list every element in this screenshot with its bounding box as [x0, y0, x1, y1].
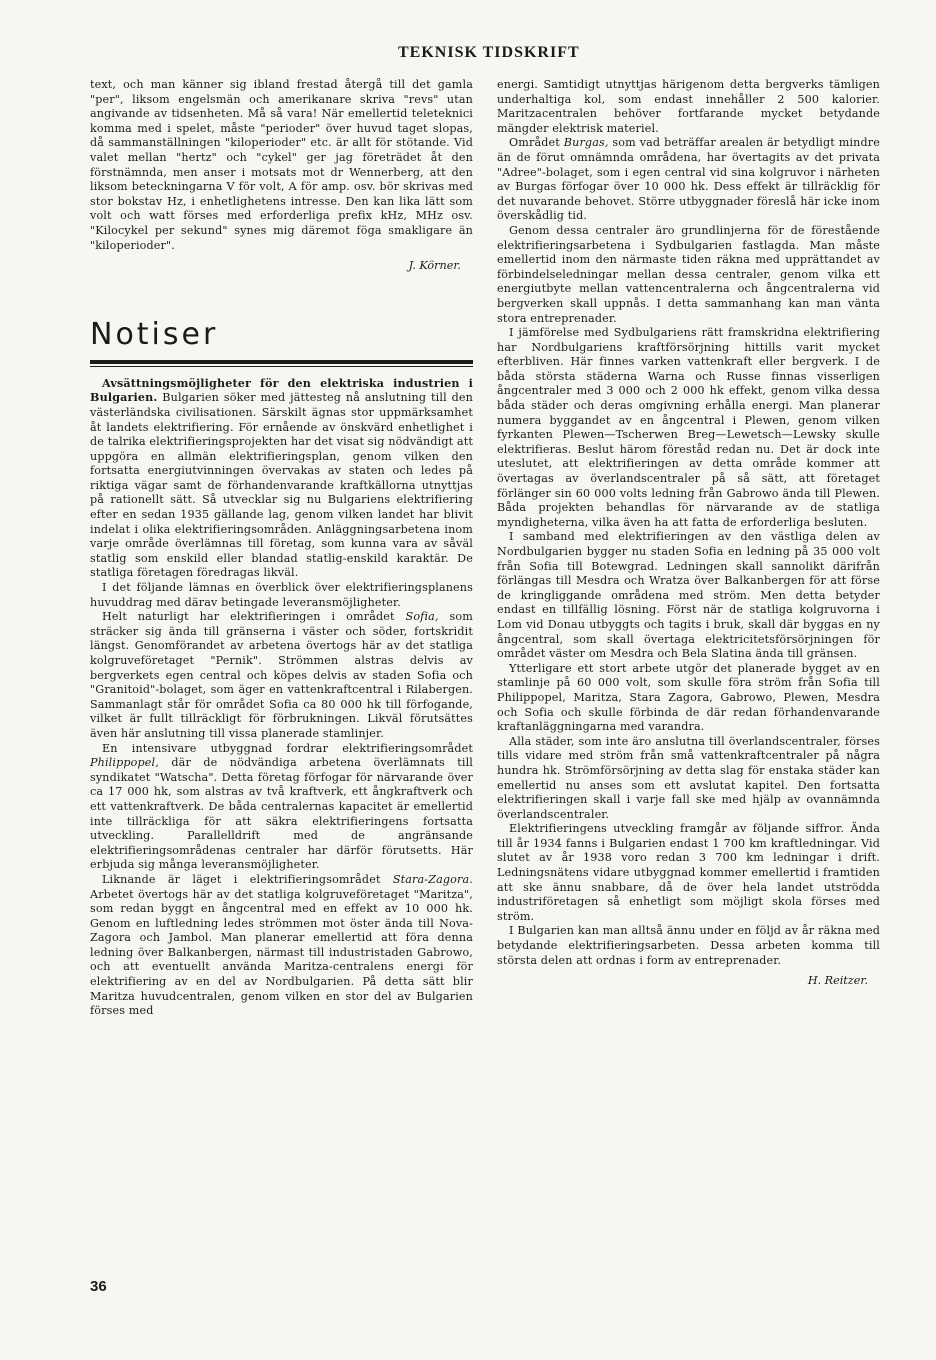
article-paragraph: I Bulgarien kan man alltså ännu under en följd av år räkna med betydande elektrifieringsarbeten. Dessa arbeten komma till största delen att ordnas i form av entreprenader. — [497, 924, 880, 967]
region-name: Philippopel, — [90, 756, 159, 770]
article-paragraph: I samband med elektrifieringen av den västliga delen av Nordbulgarien bygger nu staden Sofia en ledning på 35 000 volt från Sofia till Botewgrad. Ledningen skall sannolikt därifrån förlängas till Mesdra och Wratza över Balkanbergen för att förse de kringliggande områdena med ström. Men detta betyder endast en tillfällig lösning. Först när de statliga kolgruvorna i Lom vid Donau utbyggts och tagits i bruk, skall där byggas en ny ångcentral, som skall övertaga elektricitetsförsörjningen för området väster om Mesdra och Bela Slatina ända till gränsen. — [497, 530, 880, 661]
region-name: Sofia, — [405, 610, 439, 624]
section-rule-thin — [90, 366, 473, 367]
article-signature: H. Reitzer. — [807, 974, 868, 988]
section-rule-thick — [90, 360, 473, 364]
article-paragraph — [497, 136, 880, 224]
article-paragraph: Genom dessa centraler äro grundlinjerna för de förestående elektrifieringsarbetena i Sydbulgarien fastlagda. Man måste emellertid inom den närmaste tiden räkna med upprättandet av förbindelseledningar mellan dessa centraler, genom vilka ett energiutbyte mellan vattencentralerna och ångcentralerna vid bergverken skall uppnås. I detta sammanhang kan man vänta stora entreprenader. — [497, 223, 880, 325]
article-paragraph-text: Bulgarien söker med jättesteg nå anslutning till den västerländska civilisationen. Särskilt ägnas stor uppmärksamhet åt landets elektrifiering. För ernående av önskvärd enhetlighet i de talrika elektrifieringsprojekten har det visat sig nödvändigt att uppgöra en allmän elektrifieringsplan, genom vilken den fortsatta energiutvinningen övervakas av staten och ledes på riktiga vägar samt de förhandenvarande kraftkällorna utnyttjas på rationellt sätt. Så utvecklar sig nu Bulgariens elektrifiering efter en sedan 1935 gällande lag, genom vilken landet har blivit indelat i olika elektrifieringsområden. Anläggningsarbetena inom varje område överlämnas till företag, som kunna vara av såväl statlig som enskild eller blandad statlig-enskild karaktär. De statliga företagen föredragas likväl. — [90, 391, 473, 580]
text-run: som vad beträffar arealen är betydligt mindre än de förut omnämnda områdena, har övertagits av det privata "Adree"-bolaget, som i egen central vid sina kolgruvor i närheten av Burgas förfogar över 10 000 hk. Dess effekt är tillräcklig för det nuvarande behovet. Större utbyggnader föreslå här icke inom överskådlig tid. — [497, 136, 881, 223]
article-paragraph — [90, 873, 473, 1019]
text-run: Liknande är läget i elektrifieringsområdet — [102, 872, 393, 886]
right-column — [497, 78, 880, 989]
article-paragraph — [90, 610, 473, 741]
left-column — [90, 78, 473, 1019]
region-name: Stara-Zagora. — [392, 872, 473, 886]
article-paragraph — [90, 742, 473, 873]
article-paragraph: Alla städer, som inte äro anslutna till överlandscentraler, förses tills vidare med ström från små vattenkraftcentraler på några hundra hk. Strömförsörjning av detta slag för enstaka städer kan emellertid nu anses som ett avslutat kapitel. Den fortsatta elektrifieringen skall i varje fall ske med hjälp av ovannämnda överlandscentraler. — [497, 734, 880, 821]
article-headline: Avsättningsmöjligheter för den elektriska industrien i Bulgarien. — [90, 376, 473, 405]
region-name: Burgas, — [563, 136, 609, 150]
article-paragraph — [90, 377, 473, 581]
article-paragraph: Elektrifieringens utveckling framgår av följande siffror. Ända till år 1934 fanns i Bulgarien endast 1 700 km kraftledningar. Vid slutet av år 1938 voro redan 3 700 km ledningar i drift. Ledningsnätens vidare utbyggnad kommer emellertid i framtiden att ske ännu snabbare, då de över hela landet utströdda industriföretagen så enhetligt som möjligt skola förses med ström. — [497, 822, 880, 923]
text-run: Arbetet övertogs här av det statliga kolgruveföretaget "Maritza", som redan byggt en ångcentral med en effekt av 10 000 hk. Genom en luftledning ledes strömmen mot öster ända till Nova-Zagora och Jambol. Man planerar emellertid att föra denna ledning över Balkanbergen, närmast till industristaden Gabrowo, och att eventuellt använda Maritza-centralens energi för elektrifiering av en del av Nordbulgarien. På detta sätt blir Maritza huvudcentralen, genom vilken en stor del av Bulgarien förses med — [90, 887, 473, 1018]
page-number: 36 — [90, 1278, 107, 1295]
section-title: Notiser — [90, 316, 219, 352]
article-paragraph: Ytterligare ett stort arbete utgör det planerade bygget av en stamlinje på 60 000 volt, som skulle föra ström från Sofia till Philippopel, Maritza, Stara Zagora, Gabrowo, Plewen, Mesdra och Sofia och skulle förbinda de där redan förhandenvarande kraftanläggningarna med varandra. — [497, 661, 880, 734]
text-run: Området — [509, 136, 564, 150]
journal-masthead: TEKNISK TIDSKRIFT — [398, 44, 580, 61]
text-run: där de nödvändiga arbetena överlämnats till syndikatet "Watscha". Detta företag förfogar för närvarande över ca 17 000 hk, som alstras av två kraftverk, ett ångkraftverk och ett vattenkraftverk. De båda centralernas kapacitet är emellertid inte tillräckliga för att säkra elektrifieringens fortsatta utveckling. Parallelldrift med de angränsande elektrifieringsområdenas centraler har därför förutsetts. Här erbjuda sig många leveransmöjligheter. — [90, 756, 473, 872]
text-run: som sträcker sig ända till gränserna i väster och söder, fortskridit längst. Genomförandet av arbetena övertogs här av det statliga kolgruveföretaget "Pernik". Strömmen alstras delvis av bergverkets egen central och köpes delvis av staden Sofia och "Granitoid"-bolaget, som äger en vattenkraftcentral i Rilabergen. Sammanlagt står för området Sofia ca 80 000 hk till förfogande, vilket är fullt tillräckligt för förbrukningen. Likväl förutsättes även här anslutning till vissa planerade stamlinjer. — [90, 610, 473, 740]
article-paragraph: energi. Samtidigt utnyttjas härigenom detta bergverks tämligen underhaltiga kol, som endast innehåller 2 500 kalorier. Maritzacentralen behöver fortfarande mycket betydande mängder elektrisk materiel. — [497, 78, 880, 135]
text-run: En intensivare utbyggnad fordrar elektrifieringsområdet — [102, 741, 473, 755]
letter-text: text, och man känner sig ibland frestad återgå till det gamla "per", liksom engelsmän och amerikanare skriva "revs" utan angivande av tidsenheten. Må så vara! När emellertid teleteknici komma med i spelet, måste "perioder" över huvud taget slopas, då sammanställningen "kiloperioder" etc. är allt för stötande. Vid valet mellan "hertz" och "cykel" ger jag företrädet åt den förstnämnda, men anser i motsats mot dr Wennerberg, att den liksom beteckningarna V för volt, A för amp. osv. bör skrivas med stor bokstav Hz, i enhetlighetens intresse. Den kan lika lätt som volt och watt förses med erforderliga prefix kHz, MHz osv. "Kilocykel per sekund" synes mig däremot föga smakligare än "kiloperioder". — [90, 78, 473, 252]
article-paragraph: I det följande lämnas en överblick över elektrifieringsplanens huvuddrag med därav betingade leveransmöjligheter. — [90, 581, 473, 609]
letter-signature: J. Körner. — [408, 259, 461, 273]
text-run: Helt naturligt har elektrifieringen i området — [102, 610, 406, 624]
article-paragraph: I jämförelse med Sydbulgariens rätt framskridna elektrifiering har Nordbulgariens kraftförsörjning hittills varit mycket efterbliven. Här finnes varken vattenkraft eller bergverk. I de båda största städerna Warna och Russe finnas visserligen ångcentraler med 3 000 och 2 000 hk effekt, genom vilka dessa båda städer och deras omgivning erhålla energi. Man planerar numera byggandet av en ångcentral i Plewen, genom vilken fyrkanten Plewen—Tscherwen Breg—Lewetsch—Lewsky skulle elektrifieras. Beslut härom föreståd redan nu. Det är dock inte uteslutet, att elektrifieringen av detta område kommer att övertagas av överlandscentraler på så sätt, att företaget förlänger sin 60 000 volts ledning från Gabrowo ända till Plewen. Båda projekten behandlas för närvarande av de statliga myndigheterna, vilka även ha att fatta de erforderliga besluten. — [497, 326, 880, 529]
